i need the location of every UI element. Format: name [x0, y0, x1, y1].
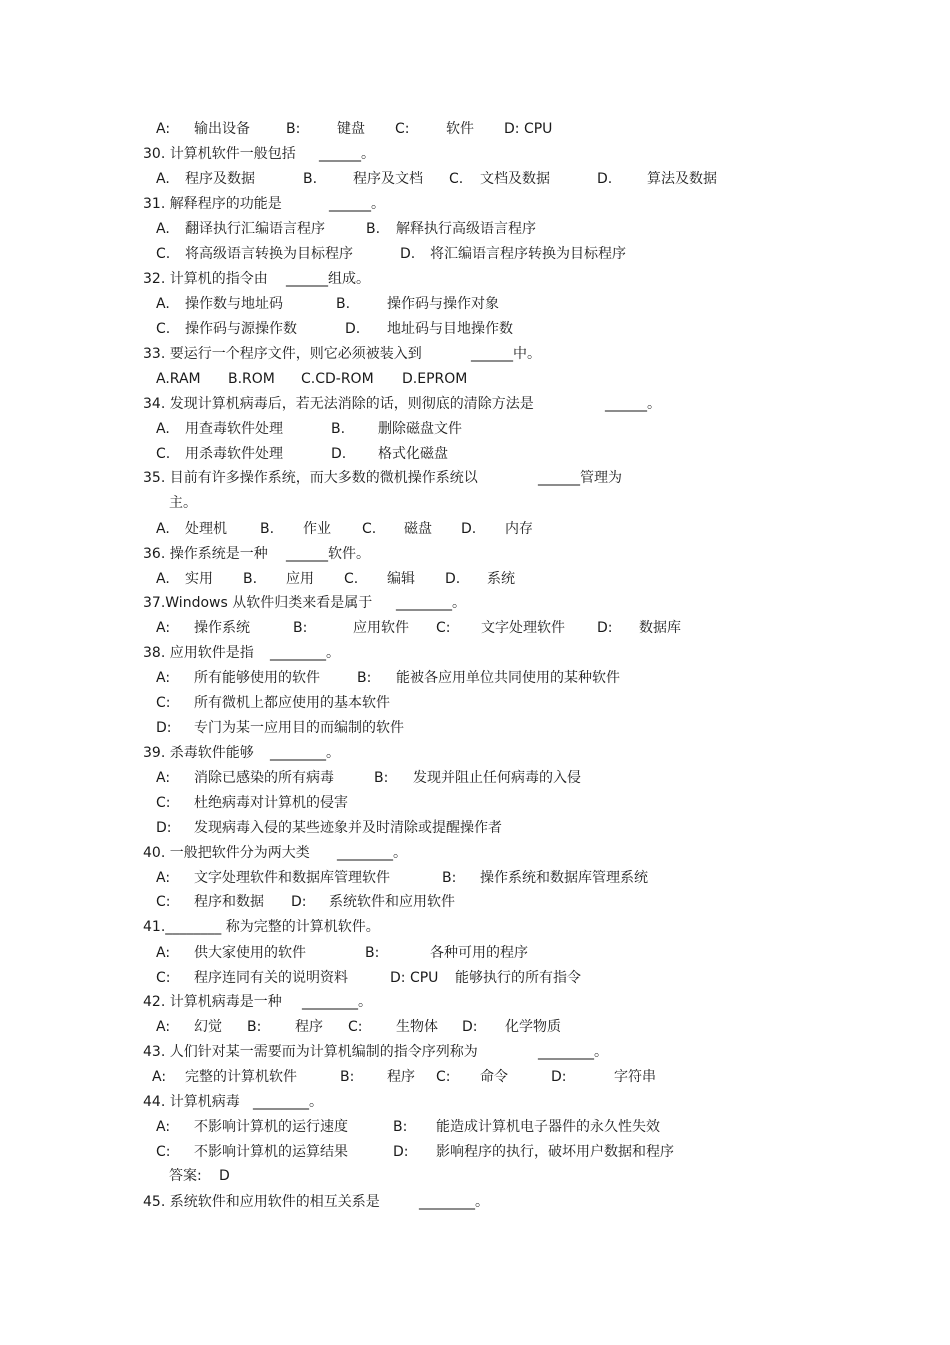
text-segment: 30. 计算机软件一般包括	[143, 146, 296, 162]
option-text: 用杀毒软件处理	[185, 446, 283, 462]
text-segment: ________。	[302, 994, 372, 1010]
option-text: 所有能够使用的软件	[194, 670, 320, 686]
text-segment: ______软件。	[286, 546, 370, 562]
option-text: 用查毒软件处理	[185, 421, 283, 437]
option-text: 字符串	[614, 1069, 656, 1085]
text-segment: ______。	[319, 146, 375, 162]
text-segment: ______。	[329, 196, 385, 212]
option-letter: A:	[156, 870, 171, 886]
option-text: 数据库	[639, 620, 681, 636]
text-segment: 41.________ 称为完整的计算机软件。	[143, 919, 380, 935]
option-letter: C:	[156, 894, 171, 910]
option-text: 输出设备	[194, 121, 250, 137]
option-letter: C:	[395, 121, 410, 137]
option-text: B.ROM	[228, 371, 275, 387]
option-text: 地址码与目地操作数	[387, 321, 513, 337]
option-letter: B.	[366, 221, 381, 237]
option-letter: D.	[331, 446, 347, 462]
option-letter: B:	[247, 1019, 262, 1035]
option-text: 文字处理软件和数据库管理软件	[194, 870, 390, 886]
option-letter: D:	[551, 1069, 567, 1085]
text-segment: 34. 发现计算机病毒后，若无法消除的话，则彻底的清除方法是	[143, 396, 534, 412]
text-segment: 31. 解释程序的功能是	[143, 196, 282, 212]
option-text: 程序	[387, 1069, 415, 1085]
text-segment: ______中。	[471, 346, 541, 362]
option-text: 不影响计算机的运行速度	[194, 1119, 348, 1135]
option-text: 文字处理软件	[481, 620, 565, 636]
option-letter: C:	[436, 1069, 451, 1085]
option-text: 不影响计算机的运算结果	[194, 1144, 348, 1160]
text-segment: 36. 操作系统是一种	[143, 546, 268, 562]
option-letter: D: CPU	[390, 970, 439, 986]
text-segment: 40. 一般把软件分为两大类	[143, 845, 310, 861]
option-text: 操作系统	[194, 620, 250, 636]
option-text: 应用	[286, 571, 314, 587]
option-letter: D.	[400, 246, 416, 262]
option-letter: D:	[156, 820, 172, 836]
option-letter: A:	[156, 770, 171, 786]
option-letter: A:	[156, 945, 171, 961]
option-letter: B.	[331, 421, 346, 437]
option-text: 作业	[303, 521, 331, 537]
text-segment: ______。	[605, 396, 661, 412]
option-letter: D.	[345, 321, 361, 337]
text-segment: 主。	[169, 495, 197, 511]
option-text: 算法及数据	[647, 171, 717, 187]
option-letter: B:	[293, 620, 308, 636]
text-segment: ________。	[270, 645, 340, 661]
text-segment: 45. 系统软件和应用软件的相互关系是	[143, 1194, 380, 1210]
option-text: 程序和数据	[194, 894, 264, 910]
option-letter: C.	[156, 246, 171, 262]
option-text: 操作码与源操作数	[185, 321, 297, 337]
text-segment: ______管理为	[538, 470, 622, 486]
option-letter: C.	[156, 321, 171, 337]
option-letter: D:	[462, 1019, 478, 1035]
option-text: 将高级语言转换为目标程序	[185, 246, 353, 262]
option-text: 键盘	[337, 121, 365, 137]
option-text: 影响程序的执行，破坏用户数据和程序	[436, 1144, 674, 1160]
option-letter: D: CPU	[504, 121, 553, 137]
option-letter: A.	[156, 221, 170, 237]
option-letter: B.	[260, 521, 275, 537]
option-letter: C:	[156, 795, 171, 811]
option-text: 生物体	[396, 1019, 438, 1035]
option-letter: C.	[449, 171, 464, 187]
option-letter: D:	[597, 620, 613, 636]
option-text: 能被各应用单位共同使用的某种软件	[396, 670, 620, 686]
text-segment: 42. 计算机病毒是一种	[143, 994, 282, 1010]
option-text: 将汇编语言程序转换为目标程序	[430, 246, 626, 262]
option-text: 能造成计算机电子器件的永久性失效	[436, 1119, 660, 1135]
text-segment: 37.Windows 从软件归类来看是属于	[143, 595, 373, 611]
text-segment: ________。	[253, 1094, 323, 1110]
option-text: 应用软件	[353, 620, 409, 636]
option-text: 格式化磁盘	[378, 446, 448, 462]
option-text: 幻觉	[194, 1019, 222, 1035]
text-segment: 39. 杀毒软件能够	[143, 745, 254, 761]
option-text: 磁盘	[404, 521, 432, 537]
option-text: 程序	[295, 1019, 323, 1035]
option-letter: A:	[156, 121, 171, 137]
option-text: 程序连同有关的说明资料	[194, 970, 348, 986]
option-letter: B:	[374, 770, 389, 786]
option-letter: B.	[303, 171, 318, 187]
option-letter: C:	[156, 1144, 171, 1160]
option-text: 程序及文档	[353, 171, 423, 187]
option-letter: A.	[156, 296, 170, 312]
option-letter: C:	[436, 620, 451, 636]
option-letter: B:	[393, 1119, 408, 1135]
option-text: D.EPROM	[402, 371, 468, 387]
option-letter: A:	[156, 670, 171, 686]
option-text: 翻译执行汇编语言程序	[185, 221, 325, 237]
option-letter: B.	[243, 571, 258, 587]
option-text: 编辑	[387, 571, 415, 587]
option-letter: C:	[156, 970, 171, 986]
option-letter: C.	[344, 571, 359, 587]
option-letter: A:	[152, 1069, 167, 1085]
option-letter: A:	[156, 1119, 171, 1135]
option-letter: B:	[365, 945, 380, 961]
option-letter: C:	[156, 695, 171, 711]
option-letter: A:	[156, 1019, 171, 1035]
option-letter: B.	[336, 296, 351, 312]
option-text: 处理机	[185, 521, 227, 537]
text-segment: ________。	[396, 595, 466, 611]
text-segment: ________。	[419, 1194, 489, 1210]
text-segment: 33. 要运行一个程序文件，则它必须被装入到	[143, 346, 422, 362]
option-text: 所有微机上都应使用的基本软件	[194, 695, 390, 711]
text-segment: 38. 应用软件是指	[143, 645, 254, 661]
option-letter: D.	[461, 521, 477, 537]
text-segment: 答案:	[169, 1168, 202, 1184]
option-letter: C:	[348, 1019, 363, 1035]
option-letter: B:	[442, 870, 457, 886]
option-letter: A.	[156, 421, 170, 437]
text-segment: ______组成。	[286, 271, 370, 287]
option-letter: B:	[357, 670, 372, 686]
option-letter: D.	[597, 171, 613, 187]
option-letter: A.	[156, 171, 170, 187]
option-text: 操作数与地址码	[185, 296, 283, 312]
option-text: 实用	[185, 571, 213, 587]
option-text: 各种可用的程序	[430, 945, 528, 961]
text-segment: D	[219, 1168, 230, 1184]
option-text: 软件	[446, 121, 474, 137]
option-text: 解释执行高级语言程序	[396, 221, 536, 237]
option-text: 系统软件和应用软件	[329, 894, 455, 910]
text-segment: 35. 目前有许多操作系统，而大多数的微机操作系统以	[143, 470, 478, 486]
text-segment: 44. 计算机病毒	[143, 1094, 240, 1110]
option-text: 命令	[480, 1069, 508, 1085]
text-segment: ________。	[337, 845, 407, 861]
option-text: 操作码与操作对象	[387, 296, 499, 312]
text-segment: 43. 人们针对某一需要而为计算机编制的指令序列称为	[143, 1044, 478, 1060]
option-text: 文档及数据	[480, 171, 550, 187]
option-text: 杜绝病毒对计算机的侵害	[194, 795, 348, 811]
option-letter: D:	[291, 894, 307, 910]
option-text: 消除已感染的所有病毒	[194, 770, 334, 786]
option-letter: A.	[156, 521, 170, 537]
text-segment: 32. 计算机的指令由	[143, 271, 268, 287]
option-text: 发现病毒入侵的某些迹象并及时清除或提醒操作者	[194, 820, 502, 836]
option-text: 专门为某一应用目的而编制的软件	[194, 720, 404, 736]
text-segment: ________。	[270, 745, 340, 761]
option-letter: C.CD-ROM	[301, 371, 374, 387]
option-text: 删除磁盘文件	[378, 421, 462, 437]
option-letter: A:	[156, 620, 171, 636]
text-segment: ________。	[538, 1044, 608, 1060]
option-text: 完整的计算机软件	[185, 1069, 297, 1085]
option-text: 内存	[505, 521, 533, 537]
option-letter: D:	[393, 1144, 409, 1160]
option-text: 供大家使用的软件	[194, 945, 306, 961]
option-letter: A.RAM	[156, 371, 201, 387]
option-text: 化学物质	[505, 1019, 561, 1035]
option-letter: D.	[445, 571, 461, 587]
option-letter: D:	[156, 720, 172, 736]
option-text: 发现并阻止任何病毒的入侵	[413, 770, 581, 786]
option-text: 程序及数据	[185, 171, 255, 187]
option-text: 操作系统和数据库管理系统	[480, 870, 648, 886]
option-letter: B:	[286, 121, 301, 137]
option-letter: C.	[362, 521, 377, 537]
option-letter: B:	[340, 1069, 355, 1085]
option-text: 系统	[487, 571, 515, 587]
option-text: 能够执行的所有指令	[455, 970, 581, 986]
option-letter: C.	[156, 446, 171, 462]
option-letter: A.	[156, 571, 170, 587]
